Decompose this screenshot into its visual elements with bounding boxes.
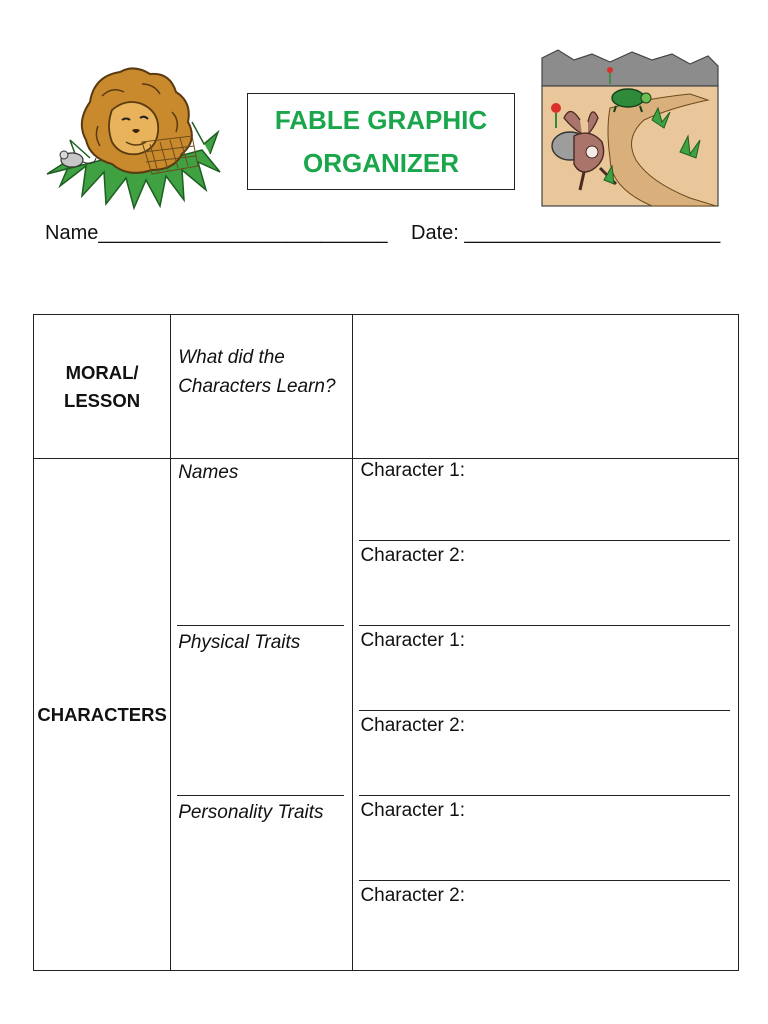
aspect-divider-physical [177, 795, 344, 796]
physical-character-1[interactable] [353, 629, 738, 714]
personality-character-2[interactable] [353, 884, 738, 969]
worksheet-title [247, 93, 515, 190]
aspect-names [171, 459, 352, 629]
moral-question-line-1: What did the [178, 347, 285, 368]
character-2-label: Character 2: [360, 885, 465, 906]
answer-line[interactable] [359, 795, 730, 796]
personality-character-1[interactable] [353, 799, 738, 884]
physical-character-2[interactable] [353, 714, 738, 799]
moral-question [171, 315, 353, 459]
rock-ridge [542, 50, 718, 86]
characters-row [34, 459, 739, 971]
names-character-1[interactable] [353, 459, 738, 544]
aspect-label-names: Names [178, 462, 239, 483]
answers-physical [353, 629, 738, 799]
moral-answer-cell[interactable] [353, 315, 739, 459]
moral-question-line-2: Characters Learn? [178, 376, 336, 397]
title-line-2: ORGANIZER [303, 147, 459, 178]
answers-names [353, 459, 738, 629]
character-1-label: Character 1: [360, 800, 465, 821]
moral-lesson-heading [34, 315, 171, 459]
moral-row [34, 315, 739, 459]
answer-line[interactable] [359, 880, 730, 881]
character-1-label: Character 1: [360, 460, 465, 481]
character-2-label: Character 2: [360, 545, 465, 566]
character-aspects-cell [171, 459, 353, 971]
fable-organizer-table [33, 314, 739, 971]
character-1-label: Character 1: [360, 630, 465, 651]
answer-line[interactable] [359, 540, 730, 541]
characters-heading: CHARACTERS [34, 459, 171, 971]
aspect-physical [171, 629, 352, 799]
names-character-2[interactable] [353, 544, 738, 629]
answer-line[interactable] [359, 625, 730, 626]
aspect-label-physical: Physical Traits [178, 632, 301, 653]
tortoise-and-hare-illustration [540, 48, 720, 208]
moral-heading-line-2: LESSON [64, 389, 141, 411]
date-field[interactable]: Date: _______________________ [411, 222, 721, 244]
name-field[interactable]: Name__________________________ [45, 222, 388, 244]
title-line-1: FABLE GRAPHIC [274, 104, 488, 135]
aspect-divider-names [177, 625, 344, 626]
aspect-personality [171, 799, 352, 971]
aspect-label-personality: Personality Traits [178, 802, 324, 823]
character-answers-cell [353, 459, 739, 971]
answer-line[interactable] [359, 710, 730, 711]
moral-heading-line-1: MORAL/ [65, 361, 139, 383]
character-2-label: Character 2: [360, 715, 465, 736]
answers-personality [353, 799, 738, 969]
lion-and-mouse-illustration [42, 62, 224, 210]
